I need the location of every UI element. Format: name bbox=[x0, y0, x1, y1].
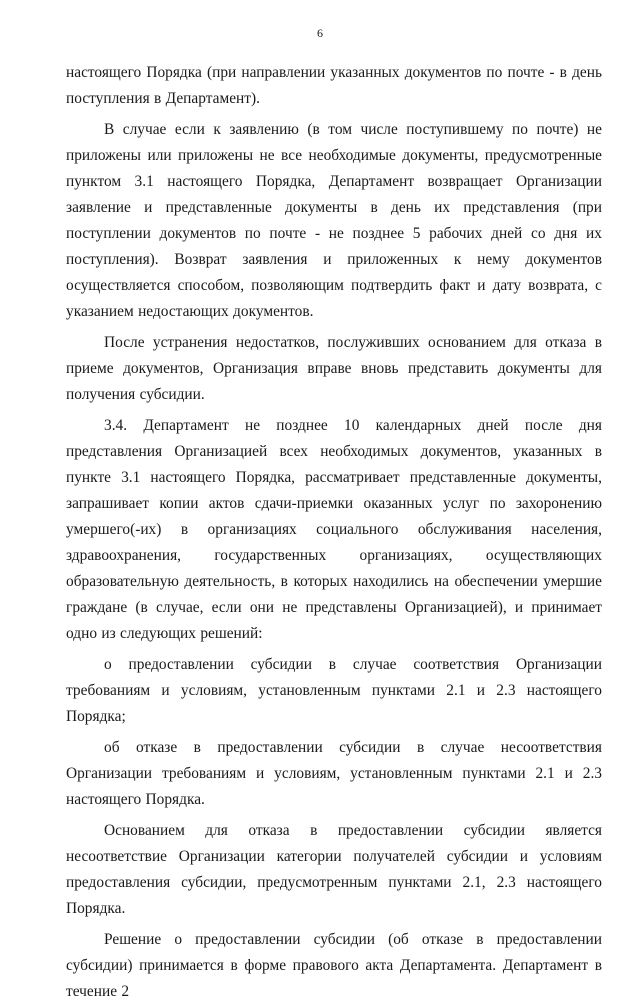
paragraph-continuation: настоящего Порядка (при направлении указанных документов по почте - в день поступления в Департамент). bbox=[66, 64, 602, 107]
paragraph-decision-grant: о предоставлении субсидии в случае соответствия Организации требованиям и условиям, установленным пунктами 2.1 и 2.3 настоящего Порядка; bbox=[66, 656, 602, 725]
page-number: 6 bbox=[317, 26, 323, 40]
paragraph-refusal-grounds: Основанием для отказа в предоставлении субсидии является несоответствие Организации категории получателей субсидии и условиям предоставления субсидии, предусмотренным пунктами 2.1, 2.3 настоящего Порядка. bbox=[66, 822, 602, 917]
paragraph-resubmission: После устранения недостатков, послуживших основанием для отказа в приеме документов, Организация вправе вновь представить документы для получения субсидии. bbox=[66, 334, 602, 403]
paragraph-decision-refuse: об отказе в предоставлении субсидии в случае несоответствия Организации требованиям и условиям, установленным пунктами 2.1 и 2.3 настоящего Порядка. bbox=[66, 739, 602, 808]
paragraph-missing-documents: В случае если к заявлению (в том числе поступившему по почте) не приложены или приложены не все необходимые документы, предусмотренные пунктом 3.1 настоящего Порядка, Департамент возвращает Организации заявление и представленные документы в день их представления (при поступлении документов по почте - не позднее 5 рабочих дней со дня их поступления). Возврат заявления и приложенных к нему документов осуществляется способом, позволяющим подтвердить факт и дату возврата, с указанием недостающих документов. bbox=[66, 121, 602, 320]
paragraph-section-3-4: 3.4. Департамент не позднее 10 календарных дней после дня представления Организацией всех необходимых документов, указанных в пункте 3.1 настоящего Порядка, рассматривает представленные документы, запрашивает копии актов сдачи-приемки оказанных услуг по захоронению умершего(-их) в организациях социального обслуживания населения, здравоохранения, государственных организациях, осуществляющих образовательную деятельность, в которых находились на обеспечении умершие граждане (в случае, если они не представлены Организацией), и принимает одно из следующих решений: bbox=[66, 417, 602, 642]
paragraph-decision-form: Решение о предоставлении субсидии (об отказе в предоставлении субсидии) принимается в форме правового акта Департамента. Департамент в течение 2 bbox=[66, 931, 602, 1000]
document-body bbox=[66, 60, 602, 1005]
